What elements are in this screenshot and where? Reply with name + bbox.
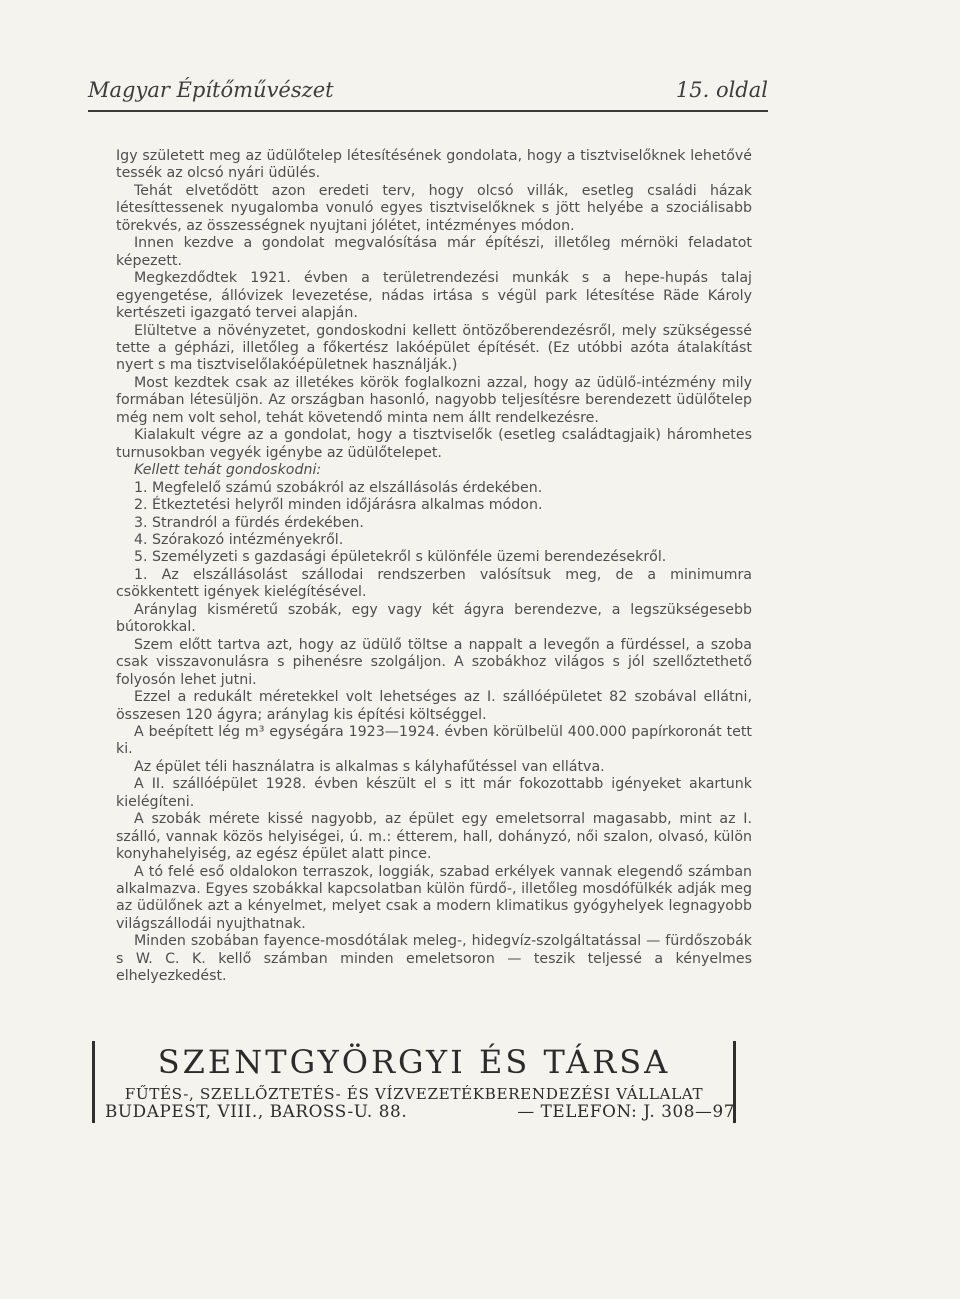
header-rule	[88, 110, 768, 112]
paragraph: A szobák mérete kissé nagyobb, az épület egy emeletsorral magasabb, mint az I. szálló, vannak közös helyiségei, ú. m.: étterem, hall, dohányzó, női szalon, olvasó, külön konyhahelyiség, az egész épület alatt pince.	[116, 811, 752, 863]
paragraph: Aránylag kisméretű szobák, egy vagy két ágyra berendezve, a legszükségesebb bútorokkal.	[116, 601, 752, 636]
paragraph: Igy született meg az üdülőtelep létesítésének gondolata, hogy a tisztviselőknek lehetővé tessék az olcsó nyári üdülés.	[116, 148, 752, 182]
paragraph: A tó felé eső oldalokon terraszok, loggiák, szabad erkélyek vannak elegendő számban alkalmazva. Egyes szobákkal kapcsolatban külön fürdő-, illetőleg mosdófülkék adják meg az üdülőnek azt a kényelmet, melyet csak a modern klimatikus gyógyhelyek legnagyobb világszállodái nyujthatnak.	[116, 863, 752, 932]
journal-title: Magyar Építőművészet	[88, 78, 334, 102]
paragraph: Megkezdődtek 1921. évben a területrendezési munkák s a hepe-hupás talaj egyengetése, állóvizek levezetése, nádas irtása s végül park létesítése Räde Károly kertészeti igazgató tervei alapján.	[116, 270, 752, 322]
list-item: 3. Strandról a fürdés érdekében.	[134, 514, 364, 531]
ad-address: BUDAPEST, VIII., BAROSS-U. 88.	[105, 1101, 408, 1121]
paragraph: A beépített lég m³ egységára 1923—1924. évben körülbelül 400.000 papírkoronát tett ki.	[116, 723, 752, 758]
paragraph: 1. Az elszállásolást szállodai rendszerben valósítsuk meg, de a minimumra csökkentett igények kielégítésével.	[116, 566, 752, 601]
list-item: 1. Megfelelő számú szobákról az elszállásolás érdekében.	[134, 479, 543, 496]
paragraph: Minden szobában fayence-mosdótálak meleg-, hidegvíz-szolgáltatással — fürdőszobák s W. C. K. kellő számban minden emeletsoron — teszik teljessé a kényelmes elhelyezkedést.	[116, 933, 752, 985]
paragraph: A II. szállóépület 1928. évben készült el s itt már fokozottabb igényeket akartunk kielégíteni.	[116, 776, 752, 810]
paragraph: Az épület téli használatra is alkalmas s kályhafűtéssel van ellátva.	[134, 758, 605, 775]
article-body	[116, 148, 752, 986]
ad-services: FŰTÉS-, SZELLŐZTETÉS- ÉS VÍZVEZETÉKBERENDEZÉSI VÁLLALAT	[124, 1085, 704, 1103]
paragraph: Kialakult végre az a gondolat, hogy a tisztviselők (esetleg családtagjaik) háromhetes turnusokban vegyék igénybe az üdülőtelepet.	[116, 427, 752, 461]
list-item: 4. Szórakozó intézményekről.	[134, 531, 344, 548]
requirements-list	[116, 480, 752, 567]
list-intro: Kellett tehát gondoskodni:	[134, 462, 322, 479]
paragraph: Most kezdtek csak az illetékes körök foglalkozni azzal, hogy az üdülő-intézmény mily formában létesüljön. Az országban hasonló, nagyobb teljesítésre berendezett üdülőtelep még nem volt sehol, tehát követendő minta nem állt rendelkezésre.	[116, 374, 752, 426]
running-head	[88, 72, 768, 112]
ad-phone: — TELEFON: J. 308—97	[517, 1101, 735, 1121]
ad-address-line	[95, 1101, 743, 1121]
advertisement-box	[92, 1041, 736, 1123]
page-number: 15. oldal	[675, 78, 768, 102]
list-item: 5. Személyzeti s gazdasági épületekről s különféle üzemi berendezésekről.	[134, 549, 667, 566]
paragraph: Innen kezdve a gondolat megvalósítása már építészi, illetőleg mérnöki feladatot képezett.	[116, 235, 752, 269]
ad-company-name: SZENTGYÖRGYI ÉS TÁRSA	[157, 1043, 671, 1081]
paragraph: Tehát elvetődött azon eredeti terv, hogy olcsó villák, esetleg családi házak létesíttessenek nyugalomba vonuló egyes tisztviselőknek s jött helyébe a szociálisabb törekvés, az összességnek nyujtani jólétet, intézményes módon.	[116, 182, 752, 234]
paragraph: Ezzel a redukált méretekkel volt lehetséges az I. szállóépületet 82 szobával ellátni, összesen 120 ágyra; aránylag kis építési költséggel.	[116, 689, 752, 723]
list-item: 2. Étkeztetési helyről minden időjárásra alkalmas módon.	[134, 497, 543, 514]
paragraph: Elültetve a növényzetet, gondoskodni kellett öntözőberendezésről, mely szükségessé tette a gépházi, illetőleg a főkertész lakóépület építését. (Ez utóbbi azóta átalakítást nyert s ma tisztviselőlakóépületnek használják.)	[116, 322, 752, 374]
paragraph: Szem előtt tartva azt, hogy az üdülő töltse a nappalt a levegőn a fürdéssel, a szoba csak visszavonulásra s pihenésre szolgáljon. A szobákhoz világos s jól szellőztethető folyosón lehet jutni.	[116, 636, 752, 688]
